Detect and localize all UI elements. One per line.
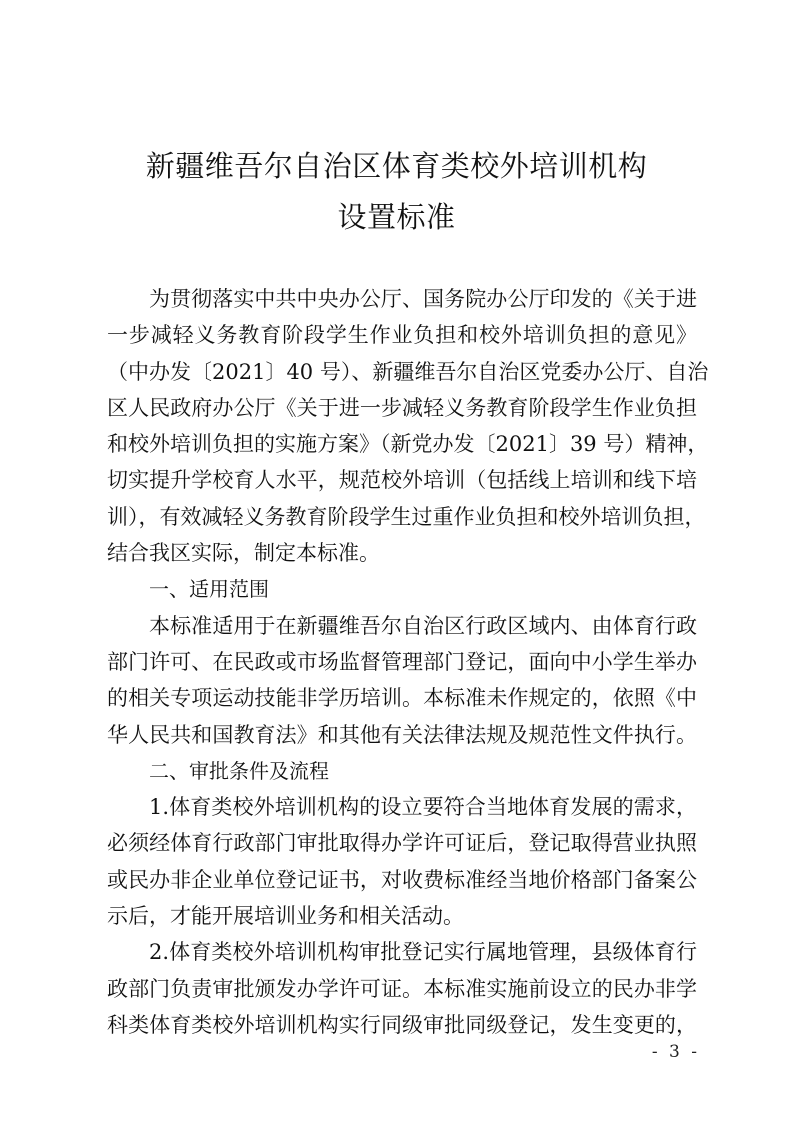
section-heading-scope: 一、适用范围 [149,577,269,602]
document-title-line-1: 新疆维吾尔自治区体育类校外培训机构 [145,149,648,183]
paragraph-line: 结合我区实际，制定本标准。 [107,541,380,566]
paragraph-line: 的相关专项运动技能非学历培训。本标准未作规定的，依照《中 [107,686,697,711]
paragraph-line: 必须经体育行政部门审批取得办学许可证后，登记取得营业执照 [107,831,697,856]
approval-item-1 [107,789,697,934]
page-number: - 3 - [651,1042,700,1062]
paragraph-line: 华人民共和国教育法》和其他有关法律法规及规范性文件执行。 [107,722,697,747]
paragraph-line: 为贯彻落实中共中央办公厅、国务院办公厅印发的《关于进 [149,287,697,311]
document-title-line-2: 设置标准 [337,200,456,234]
approval-item-2 [107,934,697,1043]
scope-paragraph [107,608,697,753]
paragraph-line: 一步减轻义务教育阶段学生作业负担和校外培训负担的意见》 [107,323,697,348]
paragraph-line: （中办发〔2021〕40 号）、新疆维吾尔自治区党委办公厅、自治 [107,359,709,384]
paragraph-line: 和校外培训负担的实施方案》（新党办发〔2021〕39 号）精神， [107,432,709,457]
paragraph-line: 本标准适用于在新疆维吾尔自治区行政区域内、由体育行政 [149,613,697,638]
paragraph-line: 训），有效减轻义务教育阶段学生过重作业负担和校外培训负担， [107,504,706,529]
paragraph-line: 1.体育类校外培训机构的设立要符合当地体育发展的需求， [149,795,697,820]
paragraph-line: 部门许可、在民政或市场监督管理部门登记，面向中小学生举办 [107,649,697,674]
paragraph-line: 示后，才能开展培训业务和相关活动。 [107,904,464,929]
preamble-paragraph [107,281,709,571]
section-heading-approval: 二、审批条件及流程 [149,758,329,783]
paragraph-line: 2.体育类校外培训机构审批登记实行属地管理，县级体育行 [149,940,697,965]
paragraph-line: 区人民政府办公厅《关于进一步减轻义务教育阶段学生作业负担 [107,395,697,420]
paragraph-line: 切实提升学校育人水平，规范校外培训（包括线上培训和线下培 [107,468,697,493]
document-body [107,281,709,1043]
paragraph-line: 科类体育类校外培训机构实行同级审批同级登记，发生变更的， [107,1012,697,1037]
paragraph-line: 政部门负责审批颁发办学许可证。本标准实施前设立的民办非学 [107,976,697,1001]
paragraph-line: 或民办非企业单位登记证书，对收费标准经当地价格部门备案公 [107,867,697,892]
